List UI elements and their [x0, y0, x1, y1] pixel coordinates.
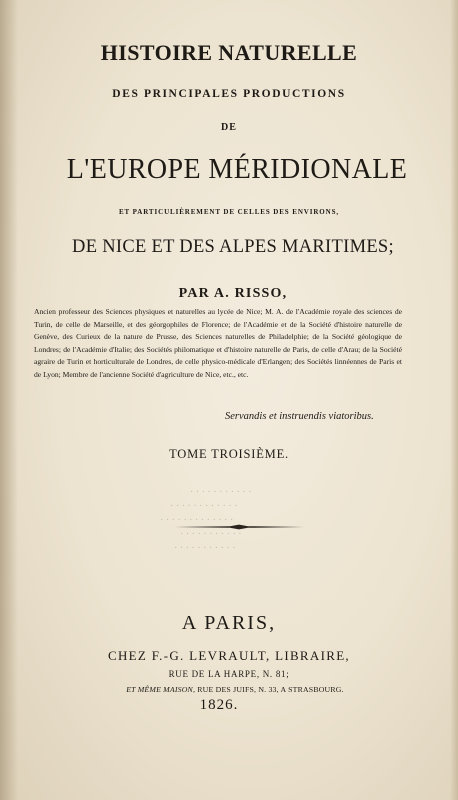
- ornamental-rule: [174, 523, 304, 531]
- author: PAR A. RISSO,: [178, 286, 288, 301]
- spine-shadow: [0, 0, 18, 800]
- branch-address: [6, 685, 458, 694]
- publication-year: 1826.: [199, 697, 239, 713]
- publisher: CHEZ F.-G. LEVRAULT, LIBRAIRE,: [108, 648, 350, 663]
- tome-label: TOME TROISIÈME.: [169, 447, 289, 461]
- title-de: DE: [221, 122, 237, 133]
- title-line-2: DES PRINCIPALES PRODUCTIONS: [112, 88, 346, 100]
- city: A PARIS,: [181, 612, 277, 634]
- title-line-1: HISTOIRE NATURELLE: [100, 40, 358, 65]
- branch-italic: ET MÊME MAISON: [126, 685, 193, 694]
- branch-rest: , RUE DES JUIFS, N. 33, A STRASBOURG.: [192, 685, 344, 694]
- author-credentials: Ancien professeur des Sciences physiques et naturelles au lycée de Nice; M. A. de l'Académie royale des sciences de Turin, de celle de Marseille, et des géorgophiles de Florence; de l'Académie et de la Société d'histoire naturelle de Genève, des Curieux de la nature de Prusse, des Sciences naturelles de Philadelphie; de la Société géologique de Londres; de l'Académie d'Italie; des Sociétés philomatique et d'histoire naturelle de Paris, de celle d'Arau; de la Société agraire de Turin et horticulturale de Londres, de celle physico-médicale d'Erlangen; des Sociétés linnéennes de Paris et de Lyon; Membre de l'ancienne Société d'agriculture de Nice, etc., etc.: [34, 307, 402, 379]
- title-line-3: L'EUROPE MÉRIDIONALE: [66, 154, 408, 185]
- page-edge: [450, 0, 458, 800]
- motto: Servandis et instruendis viatoribus.: [225, 411, 374, 422]
- publisher-address: RUE DE LA HARPE, N. 81;: [168, 669, 290, 679]
- subtitle: ET PARTICULIÈREMENT DE CELLES DES ENVIRONS,: [118, 208, 340, 216]
- ink-bleed-through: · · · · · · · · · · · · · · · · · · · · · · · · · · · · · · · · · · · · · · · · · · · · · · · · · · · · · · · · · ·: [160, 487, 252, 554]
- title-line-4: DE NICE ET DES ALPES MARITIMES;: [72, 237, 394, 257]
